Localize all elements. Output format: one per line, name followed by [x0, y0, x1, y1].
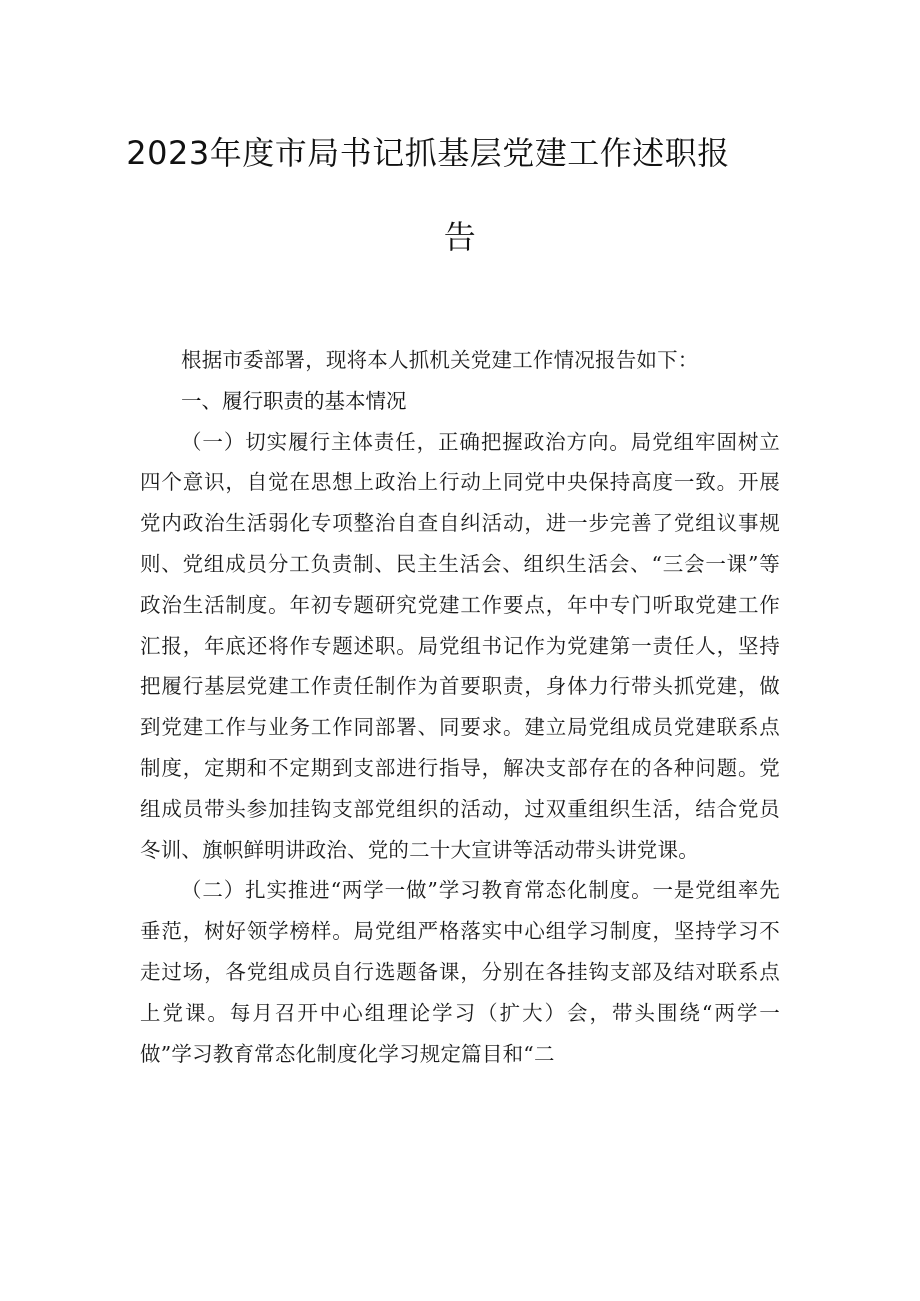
document-title-line-2: 告: [443, 218, 477, 256]
intro-paragraph: 根据市委部署，现将本人抓机关党建工作情况报告如下：: [181, 348, 699, 372]
body-paragraph-1: （一）切实履行主体责任，正确把握政治方向。局党组牢固树立四个意识，自觉在思想上政治上行动上同党中央保持高度一致。开展党内政治生活弱化专项整治自查自纠活动，进一步完善了党组议事规则、党组成员分工负责制、民主生活会、组织生活会、“三会一课”等政治生活制度。年初专题研究党建工作要点，年中专门听取党建工作汇报，年底还将作专题述职。局党组书记作为党建第一责任人，坚持把履行基层党建工作责任制作为首要职责，身体力行带头抓党建，做到党建工作与业务工作同部署、同要求。建立局党组成员党建联系点制度，定期和不定期到支部进行指导，解决支部存在的各种问题。党组成员带头参加挂钩支部党组织的活动，过双重组织生活，结合党员冬训、旗帜鲜明讲政治、党的二十大宣讲等活动带头讲党课。: [140, 429, 780, 862]
body-paragraph-2: （二）扎实推进“两学一做”学习教育常态化制度。一是党组率先垂范，树好领学榜样。局党组严格落实中心组学习制度，坚持学习不走过场，各党组成员自行选题备课，分别在各挂钩支部及结对联系点上党课。每月召开中心组理论学习（扩大）会，带头围绕“两学一做”学习教育常态化制度化学习规定篇目和“二: [140, 878, 780, 1066]
document-title-line-1: 2023年度市局书记抓基层党建工作述职报: [126, 134, 730, 172]
section-heading: 一、履行职责的基本情况: [181, 388, 407, 413]
document-body: [140, 340, 780, 1074]
